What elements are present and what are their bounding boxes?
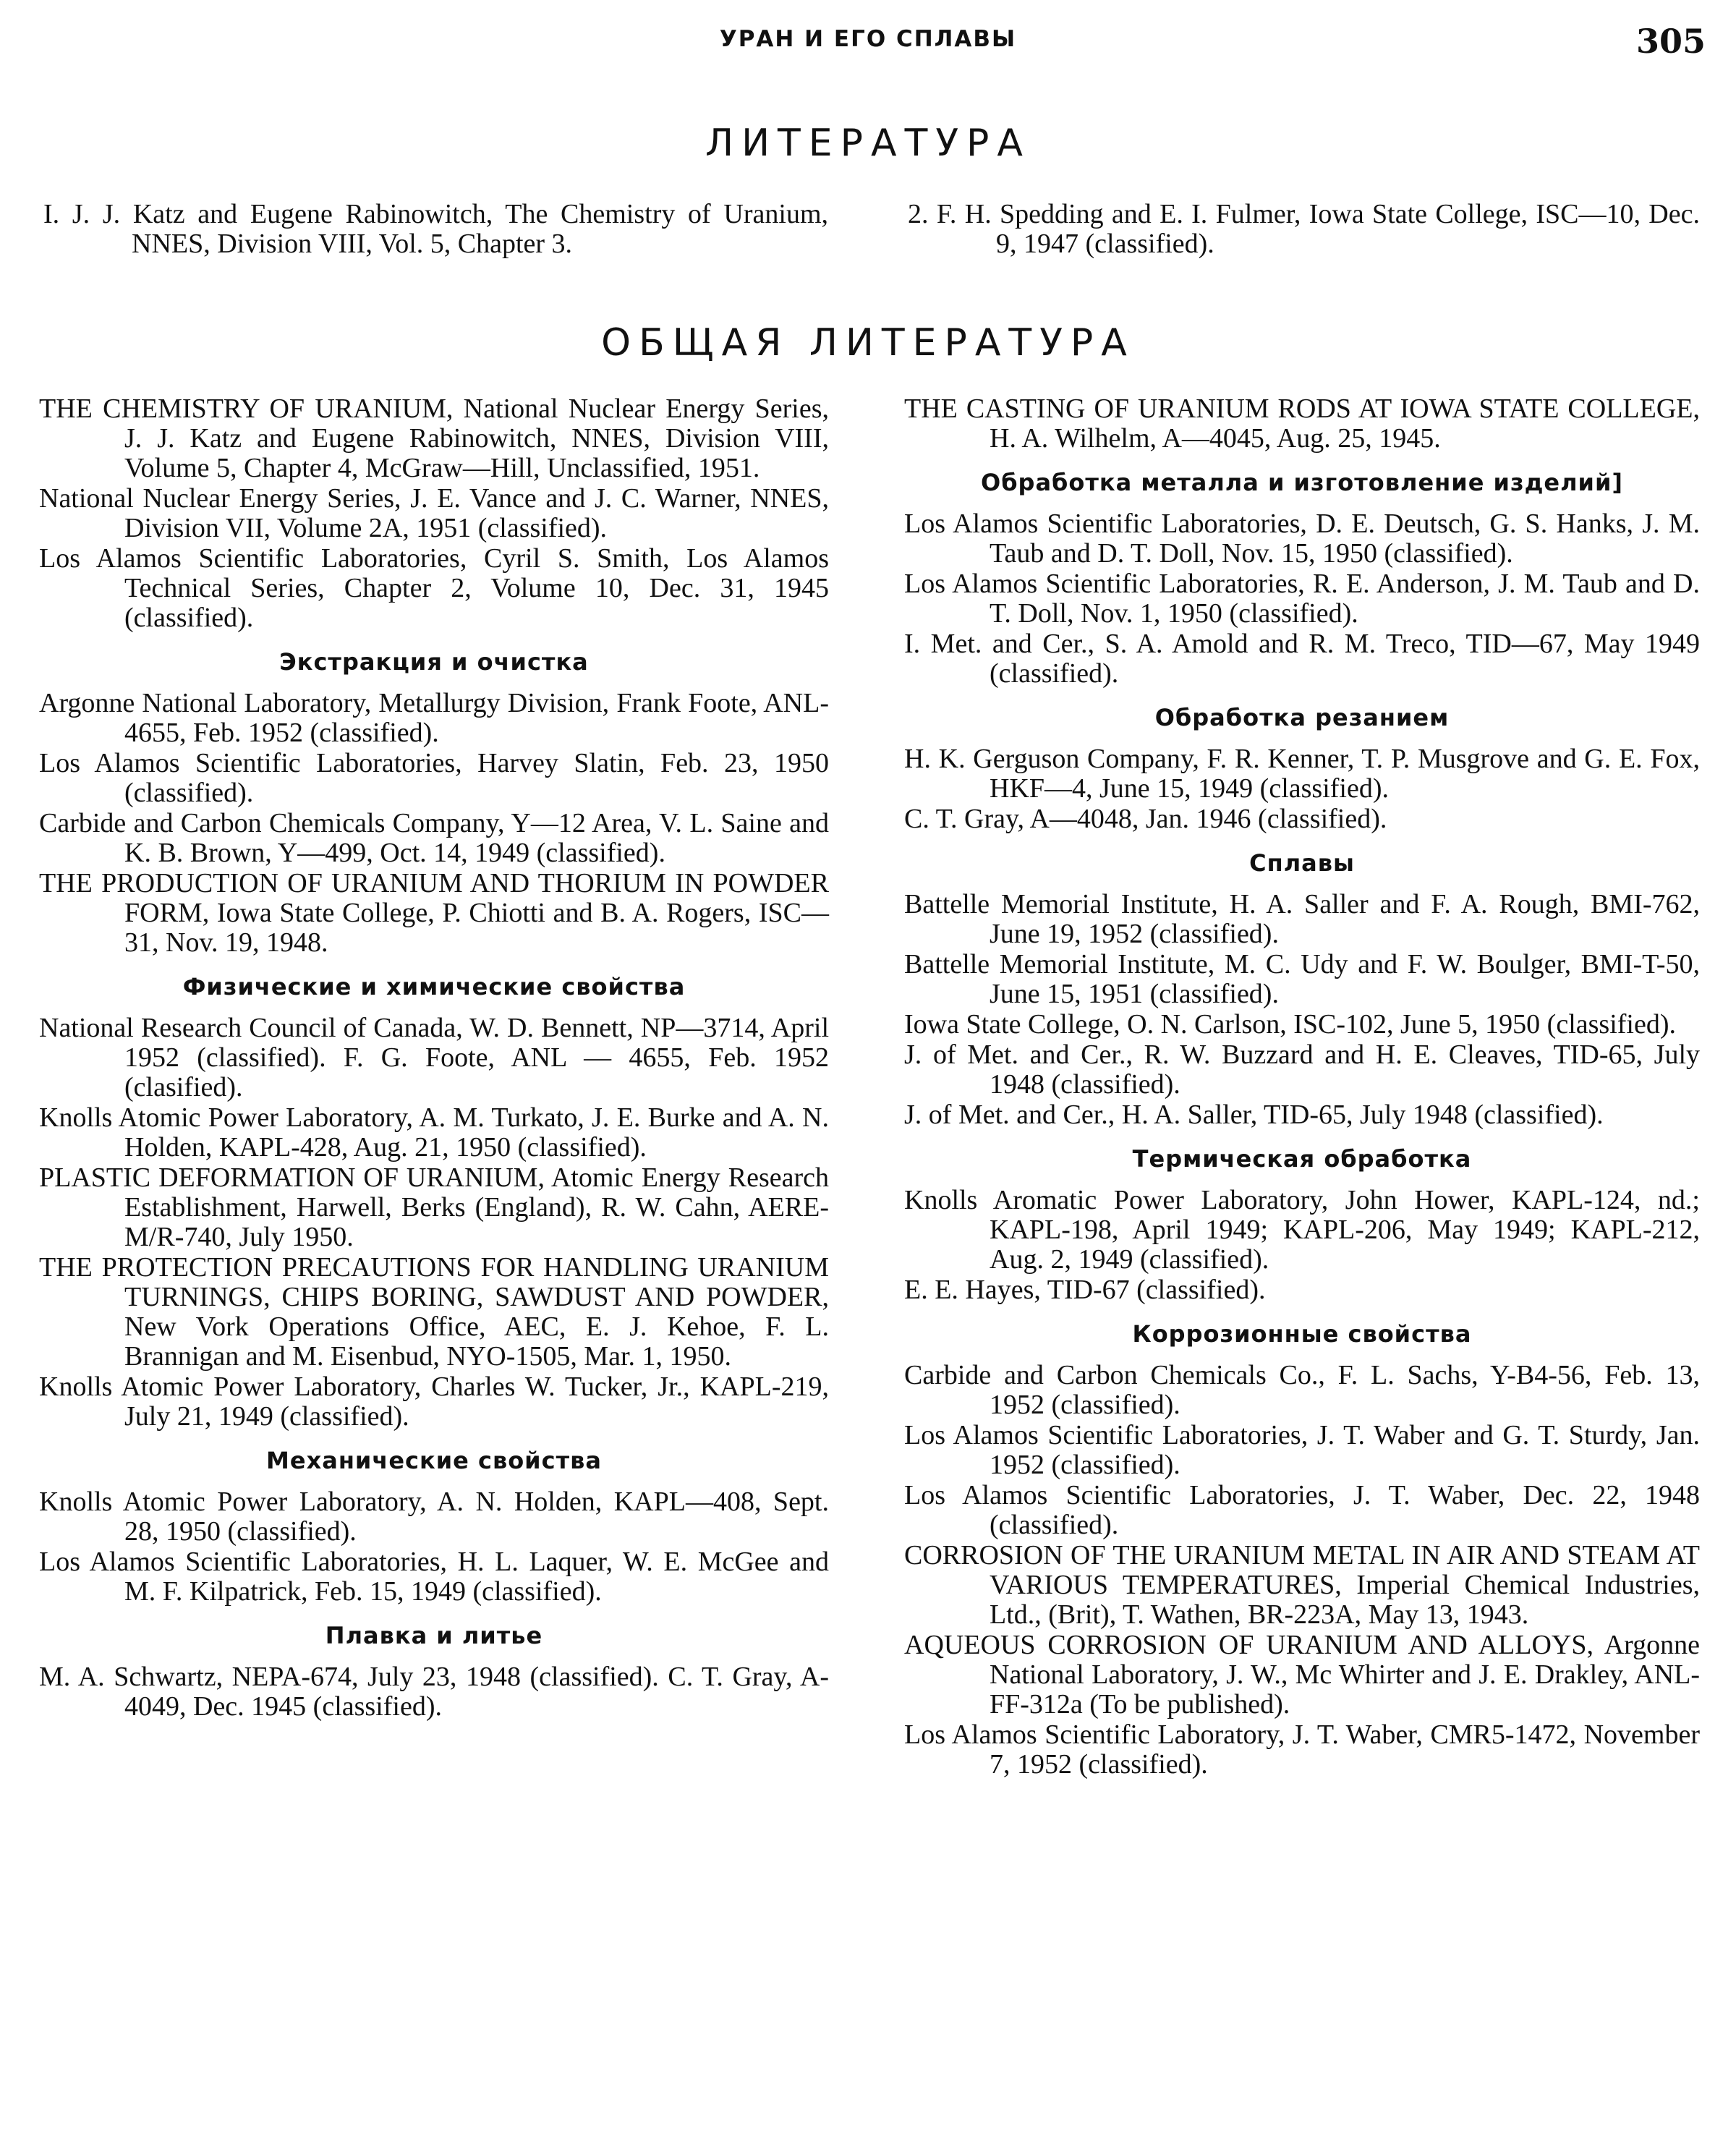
reference-entry: PLASTIC DEFORMATION OF URANIUM, Atomic Energy Research Establishment, Harwell, Berks (England), R. W. Cahn, AERE-M/R-740, July 1950. — [39, 1162, 829, 1252]
reference-entry: Los Alamos Scientific Laboratories, Harvey Slatin, Feb. 23, 1950 (classified). — [39, 748, 829, 808]
reference-entry: THE PRODUCTION OF URANIUM AND THORIUM IN POWDER FORM, Iowa State College, P. Chiotti and B. A. Rogers, ISC—31, Nov. 19, 1948. — [39, 868, 829, 958]
reference-entry: J. of Met. and Cer., H. A. Saller, TID-65, July 1948 (classified). — [904, 1100, 1604, 1130]
reference-entry: Los Alamos Scientific Laboratories, H. L. Laquer, W. E. McGee and M. F. Kilpatrick, Feb. 15, 1949 (classified). — [39, 1547, 829, 1607]
reference-entry: Battelle Memorial Institute, H. A. Saller and F. A. Rough, BMI-762, June 19, 1952 (classified). — [904, 889, 1700, 949]
section-title-corrosion: Коррозионные свойства — [1132, 1320, 1472, 1348]
reference-entry: THE PROTECTION PRECAUTIONS FOR HANDLING URANIUM TURNINGS, CHIPS BORING, SAWDUST AND POWDER, New Vork Operations Office, AEC, E. J. Kehoe, F. L. Brannigan and M. Eisenbud, NYO-1505, Mar. 1, 1950. — [39, 1252, 829, 1372]
reference-entry: Knolls Atomic Power Laboratory, A. M. Turkato, J. E. Burke and A. N. Holden, KAPL-428, Aug. 21, 1950 (classified). — [39, 1102, 829, 1162]
section-title-properties: Физические и химические свойства — [182, 973, 686, 1000]
reference-entry: CORROSION OF THE URANIUM METAL IN AIR AND STEAM AT VARIOUS TEMPERATURES, Imperial Chemical Industries, Ltd., (Brit), T. Wathen, BR-223A, May 13, 1943. — [904, 1540, 1700, 1630]
reference-entry: Knolls Atomic Power Laboratory, Charles W. Tucker, Jr., KAPL-219, July 21, 1949 (classified). — [39, 1372, 829, 1432]
reference-entry: Los Alamos Scientific Laboratories, J. T. Waber and G. T. Sturdy, Jan. 1952 (classified). — [904, 1420, 1700, 1480]
reference-entry: I. Met. and Cer., S. A. Amold and R. M. Treco, TID—67, May 1949 (classified). — [904, 629, 1700, 689]
reference-entry: Los Alamos Scientific Laboratories, Cyril S. Smith, Los Alamos Technical Series, Chapter 2, Volume 10, Dec. 31, 1945 (classified). — [39, 543, 829, 633]
reference-entry: THE CHEMISTRY OF URANIUM, National Nuclear Energy Series, J. J. Katz and Eugene Rabinowitch, NNES, Division VIII, Volume 5, Chapter 4, McGraw—Hill, Unclassified, 1951. — [39, 394, 829, 483]
reference-entry: Battelle Memorial Institute, M. C. Udy and F. W. Boulger, BMI-T-50, June 15, 1951 (classified). — [904, 949, 1700, 1009]
page-number: 305 — [1635, 22, 1706, 61]
reference-entry: National Nuclear Energy Series, J. E. Vance and J. C. Warner, NNES, Division VII, Volume 2A, 1951 (classified). — [39, 483, 829, 543]
section-title-cutting: Обработка резанием — [1154, 704, 1450, 731]
reference-entry: Los Alamos Scientific Laboratories, D. E. Deutsch, G. S. Hanks, J. M. Taub and D. T. Doll, Nov. 15, 1950 (classified). — [904, 509, 1700, 569]
reference-entry: Carbide and Carbon Chemicals Company, Y—12 Area, V. L. Saine and K. B. Brown, Y—499, Oct. 14, 1949 (classified). — [39, 808, 829, 868]
reference-entry: Knolls Atomic Power Laboratory, A. N. Holden, KAPL—408, Sept. 28, 1950 (classified). — [39, 1487, 829, 1547]
general-left-column — [39, 394, 829, 1722]
section-title-extraction: Экстракция и очистка — [279, 648, 589, 676]
reference-entry: Carbide and Carbon Chemicals Co., F. L. Sachs, Y-B4-56, Feb. 13, 1952 (classified). — [904, 1360, 1700, 1420]
reference-entry: Argonne National Laboratory, Metallurgy Division, Frank Foote, ANL-4655, Feb. 1952 (classified). — [39, 688, 829, 748]
reference-entry: Los Alamos Scientific Laboratory, J. T. Waber, CMR5-1472, November 7, 1952 (classified). — [904, 1719, 1700, 1780]
literature-right-column — [908, 200, 1700, 260]
reference-entry: Knolls Aromatic Power Laboratory, John Hower, KAPL-124, nd.; KAPL-198, April 1949; KAPL-206, May 1949; KAPL-212, Aug. 2, 1949 (classified). — [904, 1185, 1700, 1275]
literature-left-column — [43, 200, 828, 260]
general-right-column — [904, 394, 1700, 1780]
reference-entry: C. T. Gray, A—4048, Jan. 1946 (classified). — [904, 804, 1387, 834]
reference-entry: 2. F. H. Spedding and E. I. Fulmer, Iowa State College, ISC—10, Dec. 9, 1947 (classified). — [908, 199, 1700, 259]
reference-entry: J. of Met. and Cer., R. W. Buzzard and H. E. Cleaves, TID-65, July 1948 (classified). — [904, 1040, 1700, 1100]
section-title-alloys: Сплавы — [1249, 849, 1355, 877]
literature-heading: ЛИТЕРАТУРА — [705, 122, 1031, 165]
reference-entry: Los Alamos Scientific Laboratories, R. E. Anderson, J. M. Taub and D. T. Doll, Nov. 1, 1950 (classified). — [904, 569, 1700, 629]
reference-entry: AQUEOUS CORROSION OF URANIUM AND ALLOYS, Argonne National Laboratory, J. W., Mc Whirter and J. E. Drakley, ANL-FF-312a (To be published). — [904, 1630, 1700, 1719]
reference-entry: THE CASTING OF URANIUM RODS AT IOWA STATE COLLEGE, H. A. Wilhelm, A—4045, Aug. 25, 1945. — [904, 394, 1700, 454]
reference-entry: E. E. Hayes, TID-67 (classified). — [904, 1275, 1266, 1305]
section-title-metalworking: Обработка металла и изготовление изделий] — [980, 469, 1624, 496]
reference-entry: H. K. Gerguson Company, F. R. Kenner, T. P. Musgrove and G. E. Fox, HKF—4, June 15, 1949 (classified). — [904, 744, 1700, 804]
reference-entry: Los Alamos Scientific Laboratories, J. T. Waber, Dec. 22, 1948 (classified). — [904, 1480, 1700, 1540]
reference-entry: National Research Council of Canada, W. D. Bennett, NP—3714, April 1952 (classified). F. G. Foote, ANL — 4655, Feb. 1952 (clasified). — [39, 1013, 829, 1102]
running-title: УРАН И ЕГО СПЛАВЫ — [719, 26, 1017, 52]
reference-entry: Iowa State College, O. N. Carlson, ISC-102, June 5, 1950 (classified). — [904, 1009, 1676, 1040]
reference-entry: M. A. Schwartz, NEPA-674, July 23, 1948 (classified). C. T. Gray, A-4049, Dec. 1945 (classified). — [39, 1662, 829, 1722]
general-literature-heading: ОБЩАЯ ЛИТЕРАТУРА — [601, 321, 1135, 365]
section-title-heat-treatment: Термическая обработка — [1132, 1145, 1472, 1173]
reference-entry: I. J. J. Katz and Eugene Rabinowitch, The Chemistry of Uranium, NNES, Division VIII, Vol. 5, Chapter 3. — [43, 199, 828, 259]
section-title-mechanical: Механические свойства — [266, 1447, 602, 1474]
section-title-melting: Плавка и литье — [325, 1622, 543, 1649]
